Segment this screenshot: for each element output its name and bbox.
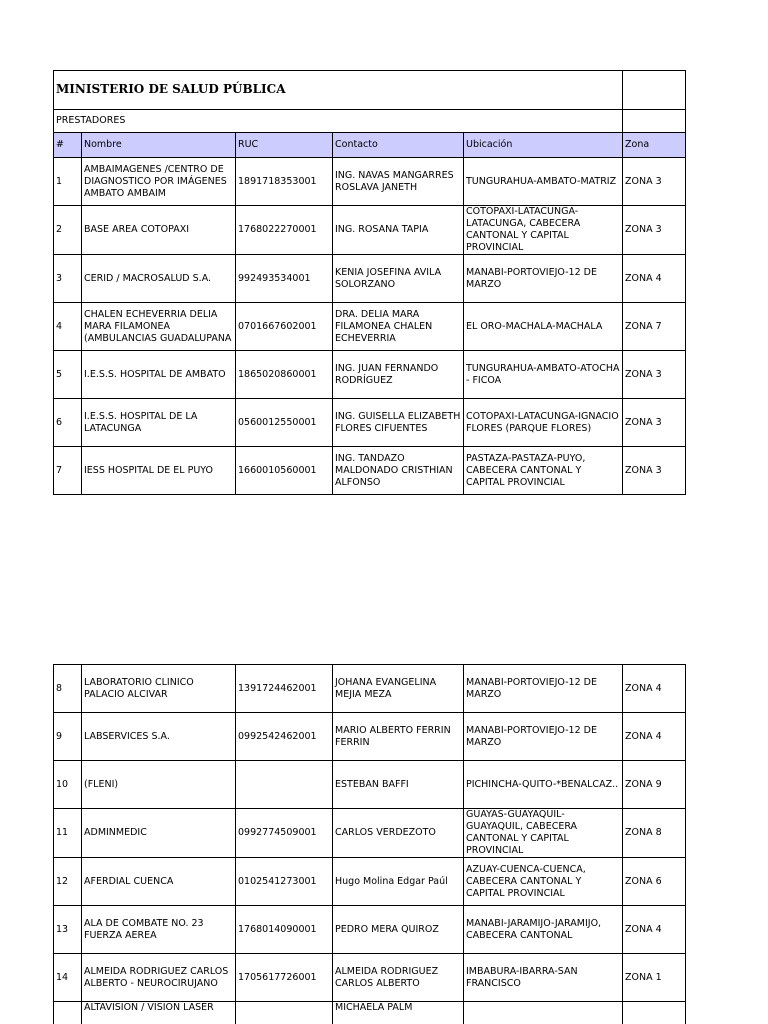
column-header-row bbox=[54, 133, 686, 158]
empty-cell bbox=[623, 71, 686, 110]
cell-location: EL ORO-MACHALA-MACHALA bbox=[464, 303, 623, 351]
cell-contact: ING. JUAN FERNANDO RODRÍGUEZ bbox=[333, 351, 464, 399]
title-row bbox=[54, 71, 686, 110]
cell-contact: PEDRO MERA QUIROZ bbox=[333, 906, 464, 954]
cell-contact: MARIO ALBERTO FERRIN FERRIN bbox=[333, 713, 464, 761]
cell-name: AMBAIMAGENES /CENTRO DE DIAGNOSTICO POR IMÁGENES AMBATO AMBAIM bbox=[82, 158, 236, 206]
cell-zone: ZONA 1 bbox=[623, 954, 686, 1002]
table-row bbox=[54, 858, 686, 906]
cell-contact: ING. ROSANA TAPIA bbox=[333, 206, 464, 255]
cell-location: MANABI-JARAMIJO-JARAMIJO, CABECERA CANTONAL bbox=[464, 906, 623, 954]
cell-name: LABORATORIO CLINICO PALACIO ALCIVAR bbox=[82, 665, 236, 713]
cell-zone: ZONA 4 bbox=[623, 665, 686, 713]
cell-name: CHALEN ECHEVERRIA DELIA MARA FILAMONEA (AMBULANCIAS GUADALUPANA bbox=[82, 303, 236, 351]
providers-table-part-2 bbox=[53, 664, 686, 1024]
cell-num: 3 bbox=[54, 255, 82, 303]
cell-contact: CARLOS VERDEZOTO bbox=[333, 809, 464, 858]
table-row bbox=[54, 1002, 686, 1024]
cell-ruc bbox=[236, 761, 333, 809]
cell-ruc: 0701667602001 bbox=[236, 303, 333, 351]
cell-zone: ZONA 3 bbox=[623, 158, 686, 206]
table-row bbox=[54, 351, 686, 399]
cell-num bbox=[54, 1002, 82, 1024]
cell-name: I.E.S.S. HOSPITAL DE AMBATO bbox=[82, 351, 236, 399]
cell-location: MANABI-PORTOVIEJO-12 DE MARZO bbox=[464, 665, 623, 713]
document-title: MINISTERIO DE SALUD PÚBLICA bbox=[54, 71, 623, 110]
cell-ruc: 1768014090001 bbox=[236, 906, 333, 954]
cell-zone: ZONA 4 bbox=[623, 255, 686, 303]
providers-table-part-1 bbox=[53, 70, 686, 495]
cell-num: 9 bbox=[54, 713, 82, 761]
table-row bbox=[54, 206, 686, 255]
cell-location: COTOPAXI-LATACUNGA-IGNACIO FLORES (PARQUE FLORES) bbox=[464, 399, 623, 447]
cell-name: I.E.S.S. HOSPITAL DE LA LATACUNGA bbox=[82, 399, 236, 447]
cell-name: ALMEIDA RODRIGUEZ CARLOS ALBERTO - NEUROCIRUJANO bbox=[82, 954, 236, 1002]
cell-contact: Hugo Molina Edgar Paúl bbox=[333, 858, 464, 906]
table-row bbox=[54, 303, 686, 351]
cell-num: 14 bbox=[54, 954, 82, 1002]
table-row bbox=[54, 954, 686, 1002]
header-contact: Contacto bbox=[333, 133, 464, 158]
table-row bbox=[54, 906, 686, 954]
cell-ruc: 1705617726001 bbox=[236, 954, 333, 1002]
cell-num: 12 bbox=[54, 858, 82, 906]
cell-contact: MICHAELA PALM bbox=[333, 1002, 464, 1024]
cell-contact: ING. TANDAZO MALDONADO CRISTHIAN ALFONSO bbox=[333, 447, 464, 495]
cell-ruc bbox=[236, 1002, 333, 1024]
cell-name: BASE AREA COTOPAXI bbox=[82, 206, 236, 255]
cell-location: PICHINCHA-QUITO-*BENALCAZ.. bbox=[464, 761, 623, 809]
cell-num: 2 bbox=[54, 206, 82, 255]
cell-name: ALA DE COMBATE NO. 23 FUERZA AEREA bbox=[82, 906, 236, 954]
cell-location: AZUAY-CUENCA-CUENCA, CABECERA CANTONAL Y CAPITAL PROVINCIAL bbox=[464, 858, 623, 906]
document-subtitle: PRESTADORES bbox=[54, 110, 623, 133]
cell-zone: ZONA 3 bbox=[623, 399, 686, 447]
cell-zone: ZONA 7 bbox=[623, 303, 686, 351]
cell-name: (FLENI) bbox=[82, 761, 236, 809]
cell-num: 7 bbox=[54, 447, 82, 495]
cell-ruc: 0992542462001 bbox=[236, 713, 333, 761]
cell-num: 10 bbox=[54, 761, 82, 809]
cell-contact: ALMEIDA RODRIGUEZ CARLOS ALBERTO bbox=[333, 954, 464, 1002]
table-row bbox=[54, 665, 686, 713]
cell-zone: ZONA 6 bbox=[623, 858, 686, 906]
table-row bbox=[54, 447, 686, 495]
cell-name: LABSERVICES S.A. bbox=[82, 713, 236, 761]
cell-location: GUAYAS-GUAYAQUIL-GUAYAQUIL, CABECERA CANTONAL Y CAPITAL PROVINCIAL bbox=[464, 809, 623, 858]
table-row bbox=[54, 761, 686, 809]
table-row bbox=[54, 809, 686, 858]
header-ruc: RUC bbox=[236, 133, 333, 158]
cell-num: 1 bbox=[54, 158, 82, 206]
cell-zone: ZONA 4 bbox=[623, 906, 686, 954]
cell-ruc: 1865020860001 bbox=[236, 351, 333, 399]
cell-zone: ZONA 3 bbox=[623, 206, 686, 255]
cell-location: MANABI-PORTOVIEJO-12 DE MARZO bbox=[464, 255, 623, 303]
cell-contact: ING. GUISELLA ELIZABETH FLORES CIFUENTES bbox=[333, 399, 464, 447]
cell-num: 4 bbox=[54, 303, 82, 351]
cell-ruc: 1391724462001 bbox=[236, 665, 333, 713]
cell-zone: ZONA 8 bbox=[623, 809, 686, 858]
cell-location bbox=[464, 1002, 623, 1024]
cell-name: ALTAVISION / VISION LASER bbox=[82, 1002, 236, 1024]
cell-ruc: 1891718353001 bbox=[236, 158, 333, 206]
cell-ruc: 1660010560001 bbox=[236, 447, 333, 495]
cell-num: 8 bbox=[54, 665, 82, 713]
cell-contact: ESTEBAN BAFFI bbox=[333, 761, 464, 809]
cell-ruc: 992493534001 bbox=[236, 255, 333, 303]
cell-ruc: 0560012550001 bbox=[236, 399, 333, 447]
cell-location: COTOPAXI-LATACUNGA-LATACUNGA, CABECERA CANTONAL Y CAPITAL PROVINCIAL bbox=[464, 206, 623, 255]
cell-location: TUNGURAHUA-AMBATO-MATRIZ bbox=[464, 158, 623, 206]
header-num: # bbox=[54, 133, 82, 158]
table-row bbox=[54, 158, 686, 206]
cell-contact: KENIA JOSEFINA AVILA SOLORZANO bbox=[333, 255, 464, 303]
cell-zone: ZONA 4 bbox=[623, 713, 686, 761]
cell-name: IESS HOSPITAL DE EL PUYO bbox=[82, 447, 236, 495]
cell-num: 6 bbox=[54, 399, 82, 447]
header-name: Nombre bbox=[82, 133, 236, 158]
cell-contact: JOHANA EVANGELINA MEJIA MEZA bbox=[333, 665, 464, 713]
table-row bbox=[54, 713, 686, 761]
subtitle-row bbox=[54, 110, 686, 133]
cell-num: 13 bbox=[54, 906, 82, 954]
cell-zone: ZONA 3 bbox=[623, 447, 686, 495]
empty-cell bbox=[623, 110, 686, 133]
table-row bbox=[54, 399, 686, 447]
cell-zone: ZONA 9 bbox=[623, 761, 686, 809]
cell-ruc: 1768022270001 bbox=[236, 206, 333, 255]
cell-name: ADMINMEDIC bbox=[82, 809, 236, 858]
header-location: Ubicación bbox=[464, 133, 623, 158]
cell-location: IMBABURA-IBARRA-SAN FRANCISCO bbox=[464, 954, 623, 1002]
cell-location: MANABI-PORTOVIEJO-12 DE MARZO bbox=[464, 713, 623, 761]
cell-name: CERID / MACROSALUD S.A. bbox=[82, 255, 236, 303]
table-row bbox=[54, 255, 686, 303]
cell-location: PASTAZA-PASTAZA-PUYO, CABECERA CANTONAL Y CAPITAL PROVINCIAL bbox=[464, 447, 623, 495]
cell-location: TUNGURAHUA-AMBATO-ATOCHA - FICOA bbox=[464, 351, 623, 399]
cell-zone bbox=[623, 1002, 686, 1024]
cell-contact: DRA. DELIA MARA FILAMONEA CHALEN ECHEVERRIA bbox=[333, 303, 464, 351]
cell-num: 5 bbox=[54, 351, 82, 399]
cell-zone: ZONA 3 bbox=[623, 351, 686, 399]
cell-contact: ING. NAVAS MANGARRES ROSLAVA JANETH bbox=[333, 158, 464, 206]
cell-ruc: 0102541273001 bbox=[236, 858, 333, 906]
header-zone: Zona bbox=[623, 133, 686, 158]
cell-num: 11 bbox=[54, 809, 82, 858]
cell-ruc: 0992774509001 bbox=[236, 809, 333, 858]
cell-name: AFERDIAL CUENCA bbox=[82, 858, 236, 906]
